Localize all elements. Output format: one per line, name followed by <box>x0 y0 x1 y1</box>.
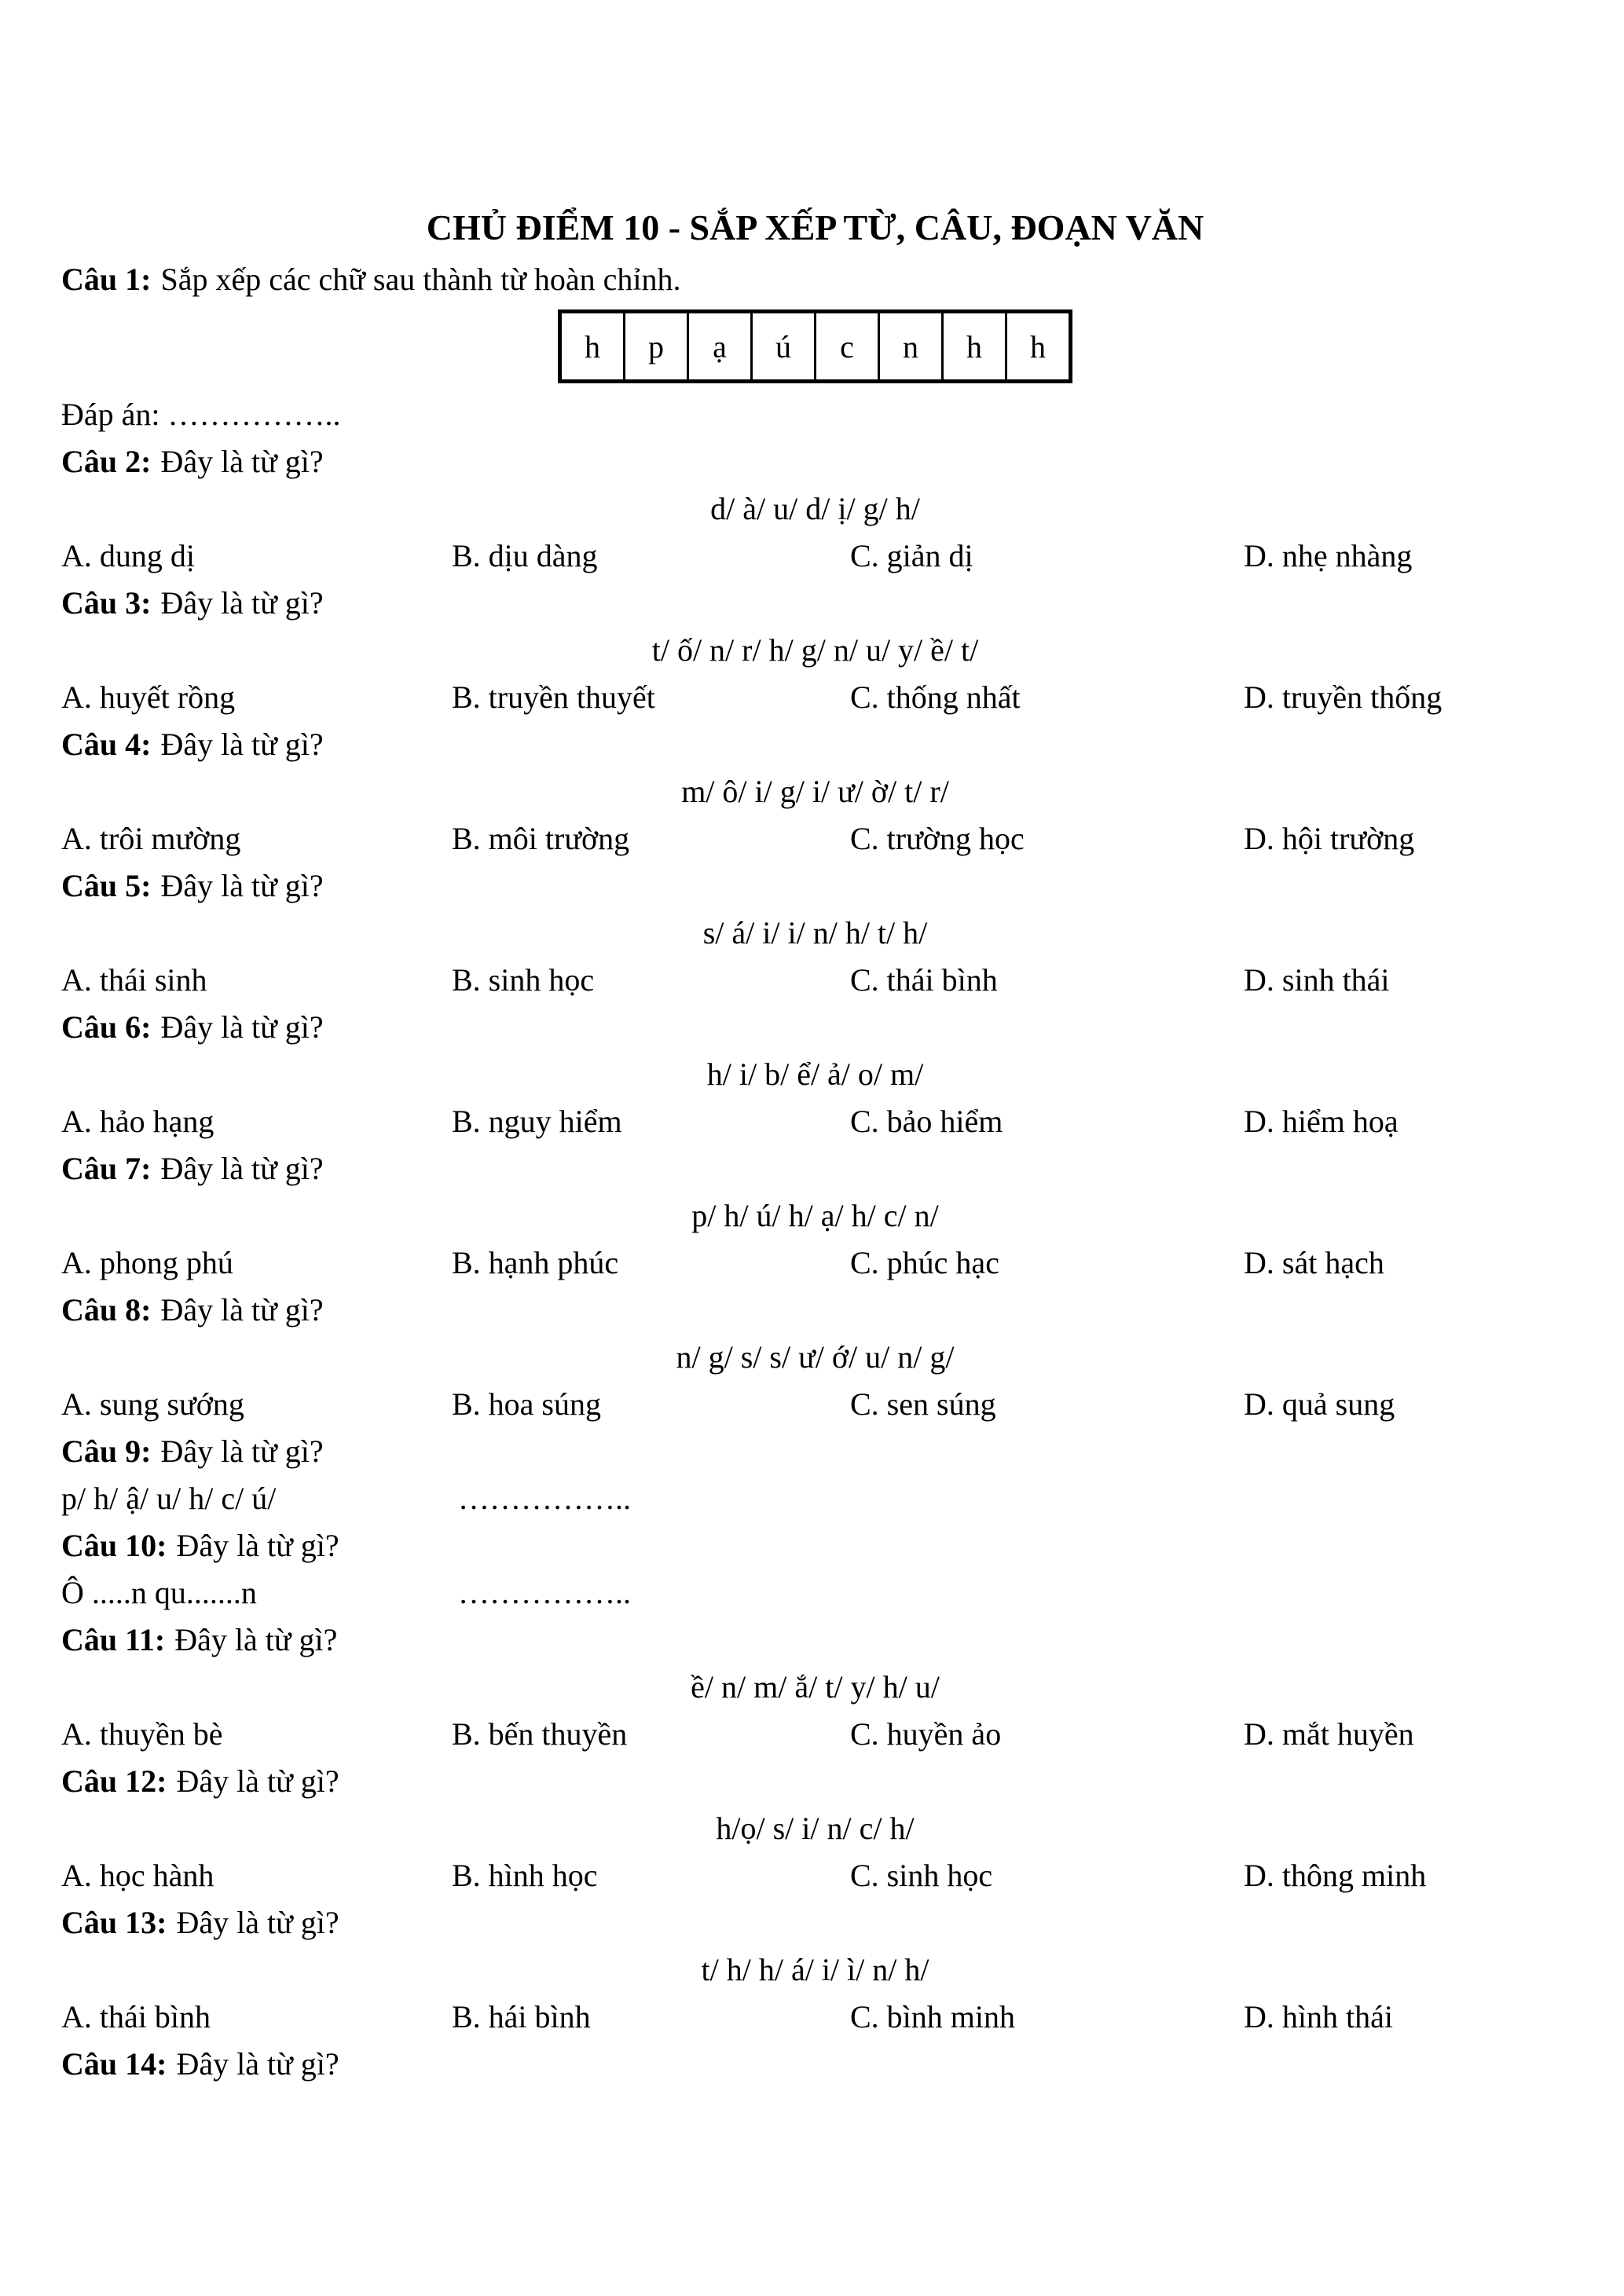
question-prompt: Đây là từ gì? <box>176 1763 339 1799</box>
option-a: A. học hành <box>61 1858 214 1893</box>
question-prompt: Đây là từ gì? <box>160 1009 324 1045</box>
question-label: Câu 8: <box>61 1292 152 1327</box>
letter-table-row <box>560 312 1071 382</box>
question-10 <box>61 1522 1569 1617</box>
scrambled-letters: p/ h/ ú/ h/ ạ/ h/ c/ n/ <box>691 1198 939 1233</box>
question-label: Câu 2: <box>61 444 152 479</box>
answer-options <box>61 1381 1569 1428</box>
letter-table <box>558 309 1072 383</box>
option-b: B. bến thuyền <box>452 1716 628 1752</box>
answer-label: Đáp án: <box>61 397 160 432</box>
option-b: B. sinh học <box>452 962 595 998</box>
option-b: B. nguy hiểm <box>452 1104 622 1139</box>
option-a: A. thái sinh <box>61 962 207 998</box>
option-b: B. dịu dàng <box>452 538 598 573</box>
answer-options <box>61 674 1569 721</box>
question-3 <box>61 580 1569 721</box>
question-13 <box>61 1899 1569 2041</box>
scrambled-letters: h/ i/ b/ ể/ ả/ o/ m/ <box>706 1056 924 1092</box>
option-c: C. sinh học <box>850 1858 993 1893</box>
scrambled-letters: h/ọ/ s/ i/ n/ c/ h/ <box>716 1811 915 1846</box>
option-d: D. hình thái <box>1244 1999 1393 2034</box>
answer-options <box>61 957 1569 1004</box>
letter-cell: h <box>560 312 625 382</box>
letter-cell: h <box>1006 312 1071 382</box>
letter-cell: p <box>625 312 688 382</box>
scrambled-letters: p/ h/ ậ/ u/ h/ c/ ú/ <box>61 1481 277 1516</box>
option-a: A. sung sướng <box>61 1386 244 1422</box>
fill-in-row <box>61 1475 1569 1522</box>
option-c: C. thống nhất <box>850 679 1021 715</box>
question-prompt: Đây là từ gì? <box>160 444 324 479</box>
question-8 <box>61 1287 1569 1428</box>
question-label: Câu 7: <box>61 1151 152 1186</box>
scrambled-letters: s/ á/ i/ i/ n/ h/ t/ h/ <box>702 915 928 950</box>
question-prompt: Đây là từ gì? <box>176 1528 339 1563</box>
page-title: CHỦ ĐIỂM 10 - SẮP XẾP TỪ, CÂU, ĐOẠN VĂN <box>426 207 1204 247</box>
scrambled-letters: t/ h/ h/ á/ i/ ì/ n/ h/ <box>701 1952 929 1987</box>
option-d: D. sinh thái <box>1244 962 1390 998</box>
question-label: Câu 13: <box>61 1905 167 1940</box>
letter-cell: n <box>879 312 943 382</box>
option-a: A. hảo hạng <box>61 1104 214 1139</box>
question-prompt: Đây là từ gì? <box>176 2046 339 2082</box>
option-a: A. huyết rồng <box>61 679 236 715</box>
question-label: Câu 11: <box>61 1622 166 1657</box>
question-prompt: Đây là từ gì? <box>160 868 324 903</box>
letter-cell: ạ <box>688 312 752 382</box>
answer-options <box>61 533 1569 580</box>
option-b: B. truyền thuyết <box>452 679 655 715</box>
scrambled-letters: t/ ố/ n/ r/ h/ g/ n/ u/ y/ ề/ t/ <box>651 632 979 668</box>
question-prompt: Đây là từ gì? <box>174 1622 338 1657</box>
answer-options <box>61 1711 1569 1758</box>
question-label: Câu 6: <box>61 1009 152 1045</box>
question-prompt: Đây là từ gì? <box>160 585 324 621</box>
incomplete-word: Ô .....n qu.......n <box>61 1575 257 1610</box>
option-a: A. trôi mường <box>61 821 241 856</box>
question-2 <box>61 438 1569 580</box>
option-d: D. hiểm hoạ <box>1244 1104 1399 1139</box>
option-a: A. phong phú <box>61 1245 233 1280</box>
scrambled-letters: d/ à/ u/ d/ ị/ g/ h/ <box>710 491 920 526</box>
letter-cell: h <box>943 312 1006 382</box>
option-d: D. quả sung <box>1244 1386 1395 1422</box>
option-a: A. thái bình <box>61 1999 211 2034</box>
question-4 <box>61 721 1569 862</box>
question-prompt: Đây là từ gì? <box>160 1292 324 1327</box>
question-prompt: Sắp xếp các chữ sau thành từ hoàn chỉnh. <box>160 262 681 297</box>
option-b: B. hái bình <box>452 1999 591 2034</box>
option-c: C. giản dị <box>850 538 973 573</box>
option-d: D. thông minh <box>1244 1858 1427 1893</box>
option-c: C. bình minh <box>850 1999 1016 2034</box>
question-5 <box>61 862 1569 1004</box>
question-label: Câu 1: <box>61 262 152 297</box>
question-label: Câu 5: <box>61 868 152 903</box>
question-label: Câu 3: <box>61 585 152 621</box>
option-b: B. môi trường <box>452 821 630 856</box>
option-b: B. hình học <box>452 1858 598 1893</box>
question-7 <box>61 1145 1569 1287</box>
option-d: D. sát hạch <box>1244 1245 1384 1280</box>
question-12 <box>61 1758 1569 1899</box>
scrambled-letters: m/ ô/ i/ g/ i/ ư/ ờ/ t/ r/ <box>681 774 949 809</box>
answer-options <box>61 1240 1569 1287</box>
scrambled-letters: ề/ n/ m/ ắ/ t/ y/ h/ u/ <box>691 1669 940 1705</box>
question-prompt: Đây là từ gì? <box>160 727 324 762</box>
option-c: C. thái bình <box>850 962 998 998</box>
option-a: A. dung dị <box>61 538 195 573</box>
answer-options <box>61 815 1569 862</box>
option-c: C. phúc hạc <box>850 1245 999 1280</box>
scrambled-letters: n/ g/ s/ s/ ư/ ớ/ u/ n/ g/ <box>676 1339 955 1375</box>
question-9 <box>61 1428 1569 1522</box>
question-prompt: Đây là từ gì? <box>160 1434 324 1469</box>
answer-options <box>61 1098 1569 1145</box>
answer-blank[interactable]: …………….. <box>458 1575 631 1610</box>
question-label: Câu 12: <box>61 1763 167 1799</box>
question-1 <box>61 256 1569 303</box>
question-prompt: Đây là từ gì? <box>160 1151 324 1186</box>
option-c: C. trường học <box>850 821 1025 856</box>
option-d: D. hội trường <box>1244 821 1415 856</box>
question-label: Câu 9: <box>61 1434 152 1469</box>
question-label: Câu 14: <box>61 2046 167 2082</box>
question-14 <box>61 2041 1569 2088</box>
option-c: C. sen súng <box>850 1386 996 1422</box>
answer-blank[interactable]: …………….. <box>458 1481 631 1516</box>
option-b: B. hoa súng <box>452 1386 601 1422</box>
answer-options <box>61 1852 1569 1899</box>
question-11 <box>61 1617 1569 1758</box>
question-label: Câu 4: <box>61 727 152 762</box>
question-6 <box>61 1004 1569 1145</box>
option-d: D. nhẹ nhàng <box>1244 538 1413 573</box>
letter-cell: c <box>816 312 879 382</box>
option-c: C. huyền ảo <box>850 1716 1002 1752</box>
answer-line <box>61 391 1569 438</box>
option-d: D. truyền thống <box>1244 679 1443 715</box>
option-a: A. thuyền bè <box>61 1716 223 1752</box>
letter-cell: ú <box>752 312 816 382</box>
option-b: B. hạnh phúc <box>452 1245 619 1280</box>
answer-options <box>61 1994 1569 2041</box>
option-d: D. mắt huyền <box>1244 1716 1414 1752</box>
option-c: C. bảo hiểm <box>850 1104 1003 1139</box>
fill-in-row <box>61 1569 1569 1617</box>
answer-blank[interactable]: …………….. <box>167 397 341 432</box>
question-prompt: Đây là từ gì? <box>176 1905 339 1940</box>
question-label: Câu 10: <box>61 1528 167 1563</box>
